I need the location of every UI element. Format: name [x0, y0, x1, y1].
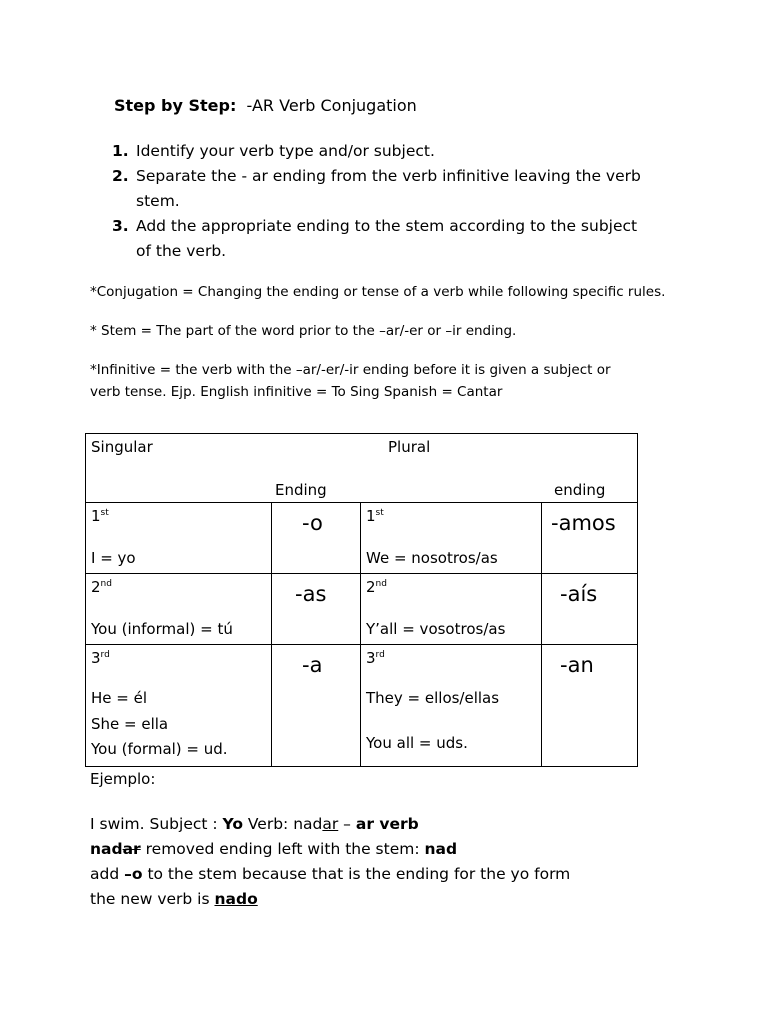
step-text: Separate the - ar ending from the verb infinitive leaving the verb — [136, 167, 641, 185]
ending-cell — [272, 503, 361, 574]
ending-o: –o — [124, 865, 143, 883]
subject-text: They = ellos/ellas — [366, 689, 500, 707]
step-text: Add the appropriate ending to the stem according to the subject — [136, 217, 638, 235]
subject-text: You (formal) = ud. — [91, 740, 228, 758]
ar-verb-label: ar verb — [355, 815, 419, 833]
example-line-1: I swim. Subject : Yo Verb: nadar – ar verb — [90, 815, 419, 833]
ar-struck: ar — [122, 840, 141, 858]
table-header-row — [86, 434, 638, 503]
person-label: 2nd — [366, 578, 387, 596]
note-infinitive: *Infinitive = the verb with the –ar/-er/-ir ending before it is given a subject or — [90, 362, 611, 378]
step-number: 2. — [112, 167, 129, 185]
ending-value: -amos — [551, 511, 616, 535]
plural-subject-cell — [361, 503, 542, 574]
table-row — [86, 503, 638, 574]
table-header-cell — [86, 434, 638, 503]
person-label: 3rd — [366, 649, 385, 667]
plural-ending-cell — [542, 574, 638, 645]
subject-text: He = él — [91, 689, 148, 707]
subject-yo: Yo — [222, 815, 243, 833]
step-number: 1. — [112, 142, 129, 160]
plural-subject-cell — [361, 645, 542, 767]
note-conjugation: *Conjugation = Changing the ending or tense of a verb while following specific rules. — [90, 284, 666, 300]
note-stem: * Stem = The part of the word prior to the –ar/-er or –ir ending. — [90, 323, 517, 339]
example-heading: Ejemplo: — [90, 770, 156, 788]
step-text: of the verb. — [136, 242, 227, 260]
ending-value: -o — [302, 511, 323, 535]
subject-text: You (informal) = tú — [91, 620, 233, 638]
plural-header: Plural — [388, 438, 431, 456]
singular-header: Singular — [91, 438, 153, 456]
ending-value: -an — [560, 653, 594, 677]
ending-cell — [272, 574, 361, 645]
subject-text: You all = uds. — [366, 734, 468, 752]
subject-text: I = yo — [91, 549, 136, 567]
plural-ending-cell — [542, 503, 638, 574]
title-rest: -AR Verb Conjugation — [246, 96, 417, 115]
person-label: 1st — [91, 507, 109, 525]
table-row — [86, 645, 638, 767]
example-line-3: add –o to the stem because that is the ending for the yo form — [90, 865, 571, 883]
ar-underlined: ar — [322, 815, 339, 833]
stem-nad: nad — [424, 840, 458, 858]
ending-value: -as — [295, 582, 327, 606]
ending-value: -a — [302, 653, 323, 677]
ending-header-plural: ending — [554, 481, 606, 499]
table-row — [86, 574, 638, 645]
plural-subject-cell — [361, 574, 542, 645]
subject-cell — [86, 503, 272, 574]
plural-ending-cell — [542, 645, 638, 767]
ending-header-singular: Ending — [275, 481, 327, 499]
note-infinitive-cont: verb tense. Ejp. English infinitive = To Sing Spanish = Cantar — [90, 384, 503, 400]
title-bold: Step by Step: — [114, 96, 237, 115]
person-label: 1st — [366, 507, 384, 525]
subject-text: Y’all = vosotros/as — [366, 620, 506, 638]
result-nado: nado — [214, 890, 258, 908]
step-number: 3. — [112, 217, 129, 235]
person-label: 2nd — [91, 578, 112, 596]
subject-cell — [86, 645, 272, 767]
example-line-4: the new verb is nado — [90, 890, 258, 908]
subject-text: We = nosotros/as — [366, 549, 498, 567]
subject-text: She = ella — [91, 715, 169, 733]
ending-value: -aís — [560, 582, 598, 606]
page-title — [114, 96, 417, 115]
conjugation-table — [85, 433, 638, 767]
ending-cell — [272, 645, 361, 767]
person-label: 3rd — [91, 649, 110, 667]
subject-cell — [86, 574, 272, 645]
step-text: stem. — [136, 192, 180, 210]
step-text: Identify your verb type and/or subject. — [136, 142, 435, 160]
example-line-2: nadar removed ending left with the stem: nad — [90, 840, 458, 858]
